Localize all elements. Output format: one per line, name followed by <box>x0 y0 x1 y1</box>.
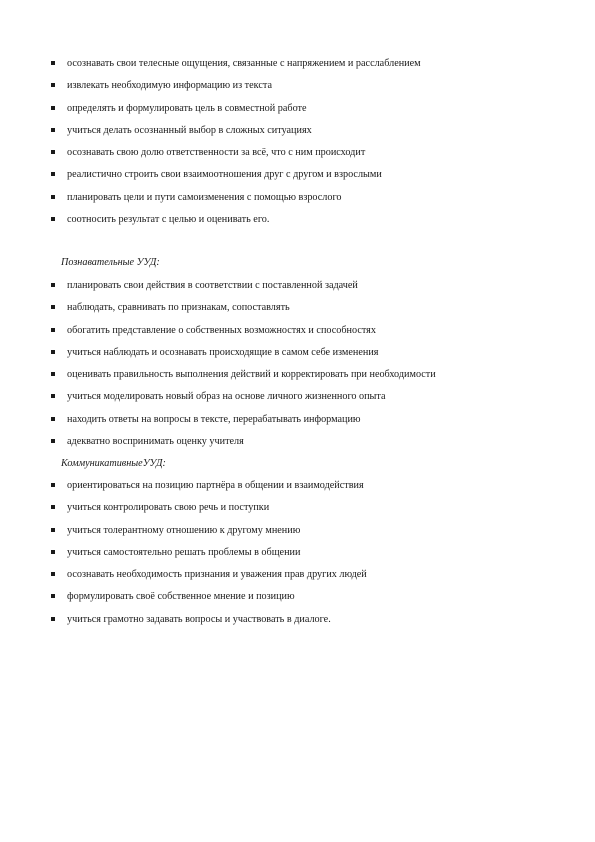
list-item-text: наблюдать, сравнивать по признакам, сопоставлять <box>67 302 290 314</box>
list-item-text: учиться наблюдать и осознавать происходящие в самом себе изменения <box>67 346 379 358</box>
square-bullet-icon <box>51 217 55 221</box>
list-item-text: обогатить представление о собственных возможностях и способностях <box>67 324 376 336</box>
square-bullet-icon <box>51 617 55 621</box>
list-item-text: определять и формулировать цель в совместной работе <box>67 102 307 114</box>
square-bullet-icon <box>51 305 55 309</box>
square-bullet-icon <box>51 328 55 332</box>
communicative-uud-heading: КоммуникативныеУУД: <box>61 458 166 469</box>
list-item-text: соотносить результат с целью и оценивать его. <box>67 214 270 226</box>
square-bullet-icon <box>51 483 55 487</box>
square-bullet-icon <box>51 550 55 554</box>
square-bullet-icon <box>51 106 55 110</box>
list-item-text: планировать цели и пути самоизменения с помощью взрослого <box>67 191 342 203</box>
list-item-text: осознавать свою долю ответственности за всё, что с ним происходит <box>67 147 366 159</box>
square-bullet-icon <box>51 128 55 132</box>
list-item-text: адекватно воспринимать оценку учителя <box>67 436 244 448</box>
list-item-text: учиться самостоятельно решать проблемы в общении <box>67 546 301 558</box>
list-item-text: учиться контролировать свою речь и поступки <box>67 502 270 514</box>
square-bullet-icon <box>51 61 55 65</box>
square-bullet-icon <box>51 394 55 398</box>
list-item-text: осознавать свои телесные ощущения, связанные с напряжением и расслаблением <box>67 58 421 69</box>
list-item-text: ориентироваться на позицию партнёра в общении и взаимодействия <box>67 480 364 491</box>
square-bullet-icon <box>51 150 55 154</box>
list-item-text: реалистично строить свои взаимоотношения друг с другом и взрослыми <box>67 169 382 181</box>
square-bullet-icon <box>51 172 55 176</box>
square-bullet-icon <box>51 372 55 376</box>
list-item-text: учиться толерантному отношению к другому мнению <box>67 524 301 536</box>
square-bullet-icon <box>51 505 55 509</box>
list-item-text: планировать свои действия в соответствии с поставленной задачей <box>67 280 358 291</box>
list-item-text: извлекать необходимую информацию из текста <box>67 80 272 92</box>
square-bullet-icon <box>51 283 55 287</box>
list-item-text: осознавать необходимость признания и уважения прав других людей <box>67 569 367 581</box>
square-bullet-icon <box>51 83 55 87</box>
square-bullet-icon <box>51 439 55 443</box>
square-bullet-icon <box>51 528 55 532</box>
square-bullet-icon <box>51 572 55 576</box>
list-item-text: учиться грамотно задавать вопросы и участвовать в диалоге. <box>67 613 331 625</box>
square-bullet-icon <box>51 594 55 598</box>
list-item-text: находить ответы на вопросы в тексте, перерабатывать информацию <box>67 413 361 425</box>
square-bullet-icon <box>51 195 55 199</box>
square-bullet-icon <box>51 350 55 354</box>
list-item-text: формулировать своё собственное мнение и позицию <box>67 591 295 603</box>
cognitive-uud-heading: Познавательные УУД: <box>61 257 160 268</box>
square-bullet-icon <box>51 417 55 421</box>
list-item-text: учиться делать осознанный выбор в сложных ситуациях <box>67 124 312 136</box>
list-item-text: оценивать правильность выполнения действий и корректировать при необходимости <box>67 369 436 381</box>
list-item-text: учиться моделировать новый образ на основе личного жизненного опыта <box>67 391 386 403</box>
